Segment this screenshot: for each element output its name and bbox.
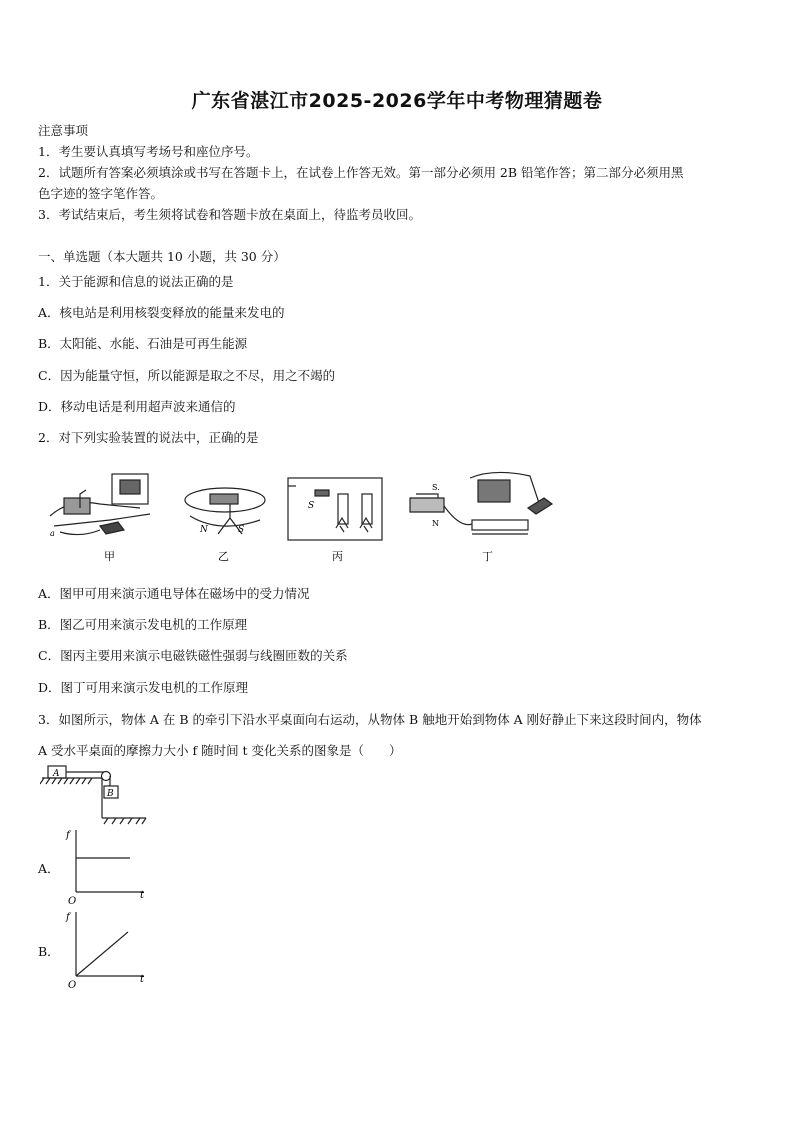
fig-mark-s2: S: [308, 501, 315, 511]
figure-bing: [288, 478, 382, 540]
note-item-1: 1．考生要认真填写考场号和座位序号。: [38, 144, 259, 159]
question-2-option-a: A．图甲可用来演示通电导体在磁场中的受力情况: [38, 586, 310, 601]
question-1-option-d: D．移动电话是利用超声波来通信的: [38, 399, 236, 414]
note-item-2-line-1: 2．试题所有答案必须填涂或书写在答题卡上，在试卷上作答无效。第一部分必须用 2B 铅笔作答；第二部分必须用黑: [38, 165, 684, 180]
question-2-option-b: B．图乙可用来演示发电机的工作原理: [38, 617, 248, 632]
question-1-option-a: A．核电站是利用核裂变释放的能量来发电的: [38, 305, 285, 320]
question-3-option-a-label: A．: [38, 861, 60, 876]
figure-yi: [185, 488, 265, 534]
graph-b-line: [76, 932, 128, 976]
fig-mark-n: N: [200, 525, 208, 535]
figure-label-ding: 丁: [482, 550, 493, 563]
page-title: 广东省湛江市2025-2026学年中考物理猜题卷: [191, 90, 603, 112]
question-1-option-b: B．太阳能、水能、石油是可再生能源: [38, 336, 248, 351]
figure-jia: [50, 474, 150, 535]
graph-a-origin: O: [68, 896, 77, 906]
fig-mark-s: S: [238, 525, 245, 535]
figure-label-bing: 丙: [332, 550, 343, 563]
figure-label-yi: 乙: [218, 550, 229, 563]
note-item-3: 3．考试结束后，考生须将试卷和答题卡放在桌面上，待监考员收回。: [38, 207, 421, 222]
block-b-label: B: [107, 789, 114, 799]
notes-heading: 注意事项: [38, 123, 89, 138]
question-3-setup-figure: [40, 762, 150, 826]
pulley: [102, 772, 111, 781]
graph-a-axis-f: f: [66, 830, 70, 841]
question-1-stem: 1．关于能源和信息的说法正确的是: [38, 274, 234, 289]
fig-mark-a: a: [50, 529, 55, 538]
question-2-option-d: D．图丁可用来演示发电机的工作原理: [38, 680, 249, 695]
figure-label-jia: 甲: [104, 550, 115, 563]
question-3-graph-a: [60, 826, 160, 906]
question-3-graph-b: [60, 908, 160, 990]
question-2-option-c: C．图丙主要用来演示电磁铁磁性强弱与线圈匝数的关系: [38, 648, 348, 663]
question-2-stem: 2．对下列实验装置的说法中，正确的是: [38, 430, 259, 445]
fig-mark-n2: N: [432, 519, 439, 528]
graph-a-axis-t: t: [140, 890, 145, 901]
question-2-figure: [40, 468, 560, 566]
fig-mark-s-top: S.: [432, 483, 440, 492]
question-3-option-b-label: B．: [38, 944, 60, 959]
question-3-stem-line-1: 3．如图所示，物体 A 在 B 的牵引下沿水平桌面向右运动，从物体 B 触地开始到物体 A 刚好静止下来这段时间内，物体: [38, 712, 702, 727]
question-3-stem-line-2: A 受水平桌面的摩擦力大小 f 随时间 t 变化关系的图象是（ ）: [38, 743, 402, 758]
graph-b-axis-f: f: [66, 912, 70, 923]
section-heading: 一、单选题（本大题共 10 小题，共 30 分）: [38, 249, 286, 264]
question-1-option-c: C．因为能量守恒，所以能源是取之不尽，用之不竭的: [38, 368, 336, 383]
block-a-label: A: [53, 769, 60, 779]
note-item-2-line-2: 色字迹的签字笔作答。: [38, 186, 164, 201]
graph-b-axis-t: t: [140, 974, 145, 985]
graph-b-origin: O: [68, 980, 77, 990]
